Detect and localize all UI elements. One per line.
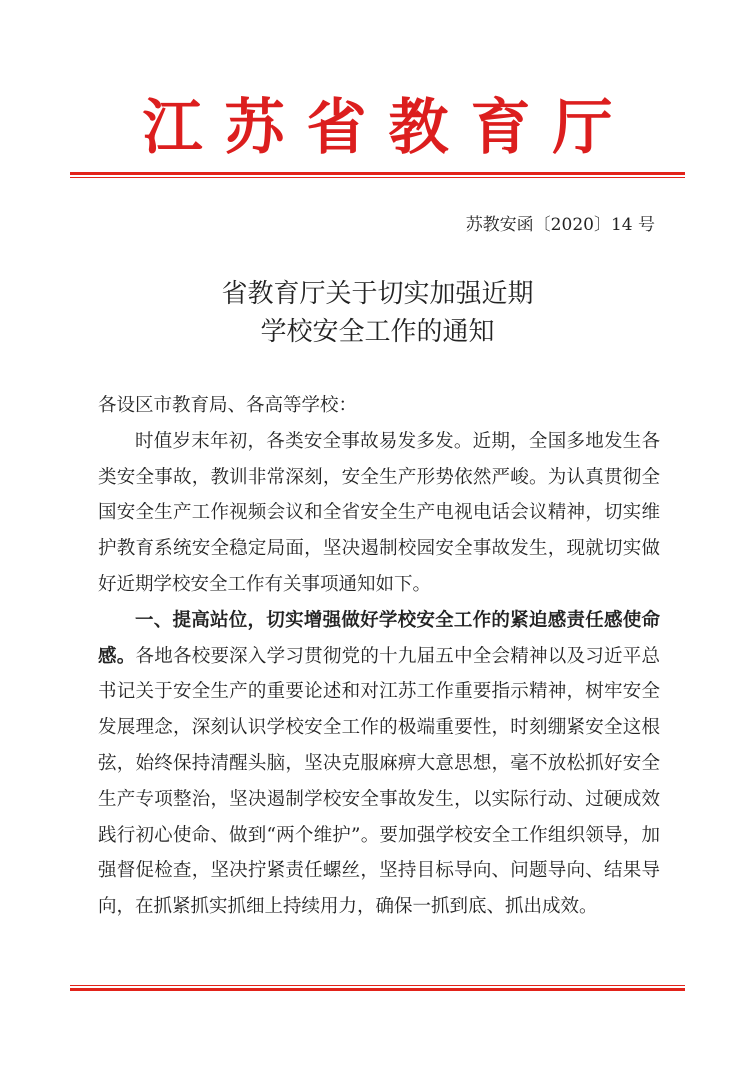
header-rule-thick	[70, 172, 685, 175]
footer-rule	[70, 985, 685, 991]
header-rule-thin	[70, 177, 685, 178]
section-1-heading: 一、提高站位，切实增强做好学校安全工作的紧迫感责任感使命感。	[98, 609, 660, 667]
document-title	[0, 275, 755, 351]
masthead: 江苏省教育厅	[142, 93, 635, 163]
header-rule	[70, 172, 685, 178]
footer-rule-thin	[70, 985, 685, 986]
title-line-2: 学校安全工作的通知	[260, 317, 495, 347]
paragraph-section-1	[98, 603, 660, 925]
salutation: 各设区市教育局、各高等学校：	[98, 395, 358, 416]
document-body	[98, 388, 660, 925]
document-number: 苏教安函〔2020〕14 号	[465, 215, 655, 235]
paragraph-intro: 时值岁末年初，各类安全事故易发多发。近期，全国多地发生各类安全事故，教训非常深刻，安全生产形势依然严峻。为认真贯彻全国安全生产工作视频会议和全省安全生产电视电话会议精神，切实维护教育系统安全稳定局面，坚决遏制校园安全事故发生，现就切实做好近期学校安全工作有关事项通知如下。	[98, 430, 660, 595]
section-1-text: 各地各校要深入学习贯彻党的十九届五中全会精神以及习近平总书记关于安全生产的重要论述和对江苏工作重要指示精神，树牢安全发展理念，深刻认识学校安全工作的极端重要性，时刻绷紧安全这根弦，始终保持清醒头脑，坚决克服麻痹大意思想，毫不放松抓好安全生产专项整治，坚决遏制学校安全事故发生，以实际行动、过硬成效践行初心使命、做到“两个维护”。要加强学校安全工作组织领导，加强督促检查，坚决拧紧责任螺丝，坚持目标导向、问题导向、结果导向，在抓紧抓实抓细上持续用力，确保一抓到底、抓出成效。	[98, 645, 660, 918]
title-line-1: 省教育厅关于切实加强近期	[221, 279, 534, 309]
footer-rule-thick	[70, 988, 685, 991]
